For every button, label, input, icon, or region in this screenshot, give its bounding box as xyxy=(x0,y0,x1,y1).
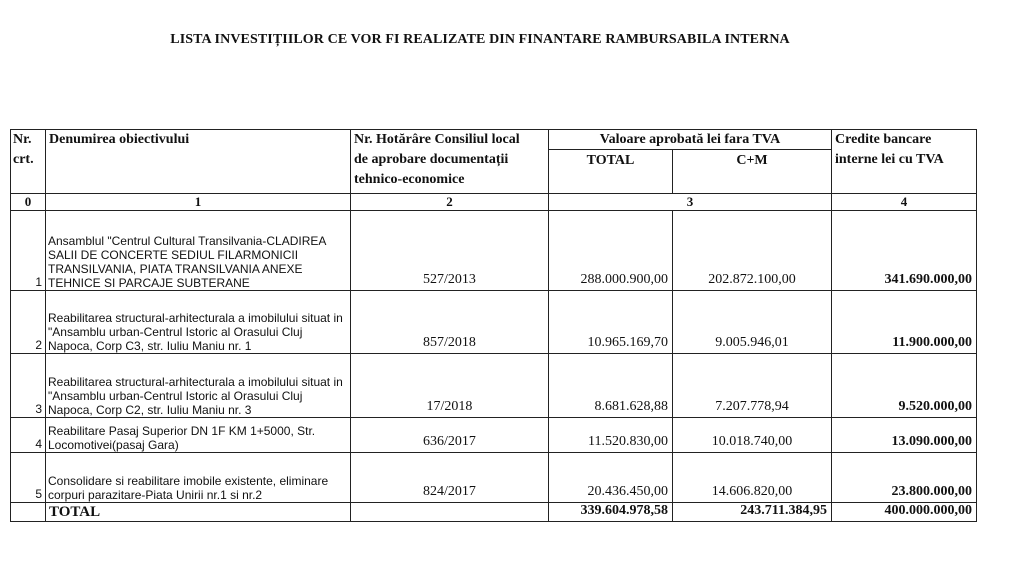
document-title: LISTA INVESTIȚIILOR CE VOR FI REALIZATE DIN FINANTARE RAMBURSABILA INTERNA xyxy=(170,32,790,47)
row-denumire: Reabilitare Pasaj Superior DN 1F KM 1+5000, Str. Locomotivei(pasaj Gara) xyxy=(46,418,351,453)
header-hotarare-line1: Nr. Hotărâre Consiliul local xyxy=(354,132,520,147)
header-nr-line1: Nr. xyxy=(13,132,32,147)
row-hotarare: 527/2013 xyxy=(351,211,549,291)
table-row xyxy=(11,418,977,453)
header-hotarare-line2: de aprobare documentații xyxy=(354,152,509,167)
index-cell-2: 2 xyxy=(351,194,549,211)
row-cm: 10.018.740,00 xyxy=(673,418,832,453)
row-cm: 202.872.100,00 xyxy=(673,211,832,291)
index-cell-4: 4 xyxy=(832,194,977,211)
table-row xyxy=(11,354,977,418)
totals-nr xyxy=(11,503,46,522)
row-nr: 3 xyxy=(11,354,46,418)
row-credite: 11.900.000,00 xyxy=(832,291,977,354)
header-nr xyxy=(11,130,46,194)
index-row xyxy=(11,194,977,211)
row-nr: 4 xyxy=(11,418,46,453)
table-row xyxy=(11,211,977,291)
row-cm: 7.207.778,94 xyxy=(673,354,832,418)
row-total: 20.436.450,00 xyxy=(549,453,673,503)
row-hotarare: 824/2017 xyxy=(351,453,549,503)
row-hotarare: 636/2017 xyxy=(351,418,549,453)
totals-hotarare xyxy=(351,503,549,522)
row-denumire: Reabilitarea structural-arhitecturala a imobilului situat in "Ansamblu urban-Centrul Istoric al Orasului Cluj Napoca, Corp C2, str. Iuliu Maniu nr. 3 xyxy=(46,354,351,418)
row-credite: 23.800.000,00 xyxy=(832,453,977,503)
row-total: 11.520.830,00 xyxy=(549,418,673,453)
table-row xyxy=(11,291,977,354)
row-nr: 1 xyxy=(11,211,46,291)
row-credite: 341.690.000,00 xyxy=(832,211,977,291)
row-hotarare: 857/2018 xyxy=(351,291,549,354)
totals-total: 339.604.978,58 xyxy=(549,503,673,522)
totals-row xyxy=(11,503,977,522)
row-nr: 2 xyxy=(11,291,46,354)
investments-table xyxy=(10,129,977,522)
row-total: 8.681.628,88 xyxy=(549,354,673,418)
row-credite: 13.090.000,00 xyxy=(832,418,977,453)
index-cell-0: 0 xyxy=(11,194,46,211)
header-credite-line2: interne lei cu TVA xyxy=(835,152,944,167)
totals-label: TOTAL xyxy=(46,503,351,522)
header-cm: C+M xyxy=(673,150,832,194)
row-cm: 14.606.820,00 xyxy=(673,453,832,503)
header-hotarare-line3: tehnico-economice xyxy=(354,172,465,187)
row-total: 288.000.900,00 xyxy=(549,211,673,291)
totals-cm: 243.711.384,95 xyxy=(673,503,832,522)
row-cm: 9.005.946,01 xyxy=(673,291,832,354)
header-nr-line2: crt. xyxy=(13,152,34,167)
row-total: 10.965.169,70 xyxy=(549,291,673,354)
row-denumire: Consolidare si reabilitare imobile existente, eliminare corpuri parazitare-Piata Unirii nr.1 si nr.2 xyxy=(46,453,351,503)
index-cell-3: 3 xyxy=(549,194,832,211)
row-nr: 5 xyxy=(11,453,46,503)
header-valoare: Valoare aprobată lei fara TVA xyxy=(549,130,832,150)
header-row-1 xyxy=(11,130,977,150)
row-denumire: Reabilitarea structural-arhitecturala a imobilului situat in "Ansamblu urban-Centrul Istoric al Orasului Cluj Napoca, Corp C3, str. Iuliu Maniu nr. 1 xyxy=(46,291,351,354)
table-row xyxy=(11,453,977,503)
row-credite: 9.520.000,00 xyxy=(832,354,977,418)
totals-credite: 400.000.000,00 xyxy=(832,503,977,522)
header-credite-line1: Credite bancare xyxy=(835,132,932,147)
header-total: TOTAL xyxy=(549,150,673,194)
header-denumire: Denumirea obiectivului xyxy=(46,130,351,194)
header-hotarare xyxy=(351,130,549,194)
row-denumire: Ansamblul "Centrul Cultural Transilvania-CLADIREA SALII DE CONCERTE SEDIUL FILARMONICII TRANSILVANIA, PIATA TRANSILVANIA ANEXE TEHNICE SI PARCAJE SUBTERANE xyxy=(46,211,351,291)
index-cell-1: 1 xyxy=(46,194,351,211)
header-credite xyxy=(832,130,977,194)
row-hotarare: 17/2018 xyxy=(351,354,549,418)
